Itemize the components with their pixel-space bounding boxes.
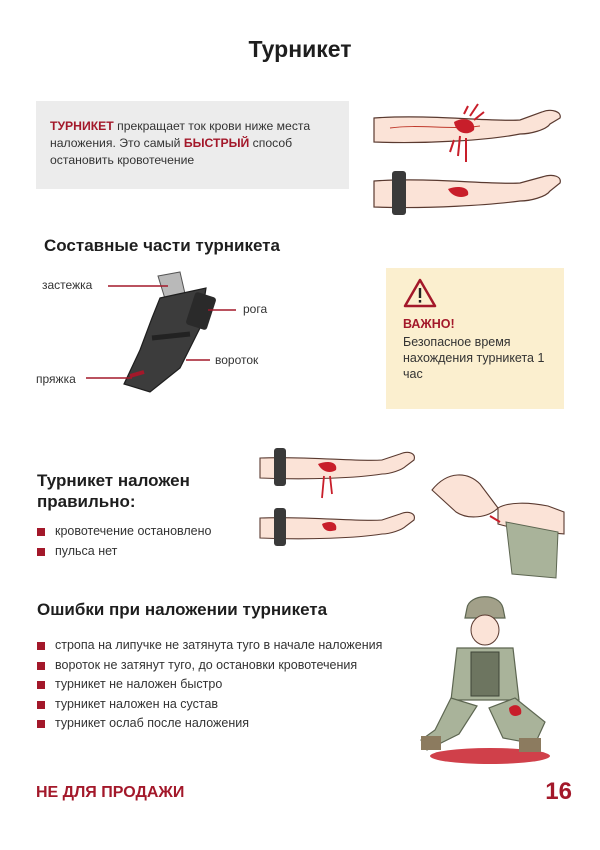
label-windlass: вороток	[215, 353, 259, 367]
list-item: вороток не затянут туго, до остановки кровотечения	[37, 658, 382, 678]
errors-list	[37, 638, 382, 736]
correct-arms-illustration	[258, 444, 418, 549]
label-horns: рога	[243, 302, 268, 316]
page-title: Турникет	[248, 36, 352, 62]
correct-heading	[37, 470, 190, 512]
list-item: турникет ослаб после наложения	[37, 716, 382, 736]
list-item: турникет наложен на сустав	[37, 697, 382, 717]
correct-heading-line2: правильно:	[37, 492, 136, 511]
wounded-soldier-illustration	[415, 590, 565, 765]
intro-text-part1: прекращает ток крови ниже места наложения. Это самый	[50, 119, 311, 150]
correct-list	[37, 524, 212, 564]
warning-title: ВАЖНО!	[403, 317, 455, 331]
warning-text: Безопасное время нахождения турникета 1 час	[403, 335, 545, 381]
label-clasp: застежка	[42, 278, 93, 292]
page-number: 16	[545, 778, 572, 805]
arm-with-tourniquet-illustration	[370, 165, 570, 235]
correct-heading-line1: Турникет наложен	[37, 471, 190, 490]
list-item: стропа на липучке не затянута туго в начале наложения	[37, 638, 382, 658]
pulse-check-illustration	[428, 462, 568, 582]
not-for-sale-label: НЕ ДЛЯ ПРОДАЖИ	[36, 784, 185, 801]
list-item: пульса нет	[37, 544, 212, 564]
parts-heading: Составные части турникета	[44, 236, 280, 255]
intro-highlight-tourniquet: ТУРНИКЕТ	[50, 119, 114, 133]
list-item: кровотечение остановлено	[37, 524, 212, 544]
errors-heading: Ошибки при наложении турникета	[37, 600, 328, 619]
intro-text-part2: способ остановить кровотечение	[50, 136, 293, 167]
label-buckle: пряжка	[36, 372, 76, 386]
list-item: турникет не наложен быстро	[37, 677, 382, 697]
intro-highlight-fast: БЫСТРЫЙ	[183, 136, 250, 150]
warning-icon	[403, 278, 437, 308]
intro-text	[50, 118, 346, 169]
